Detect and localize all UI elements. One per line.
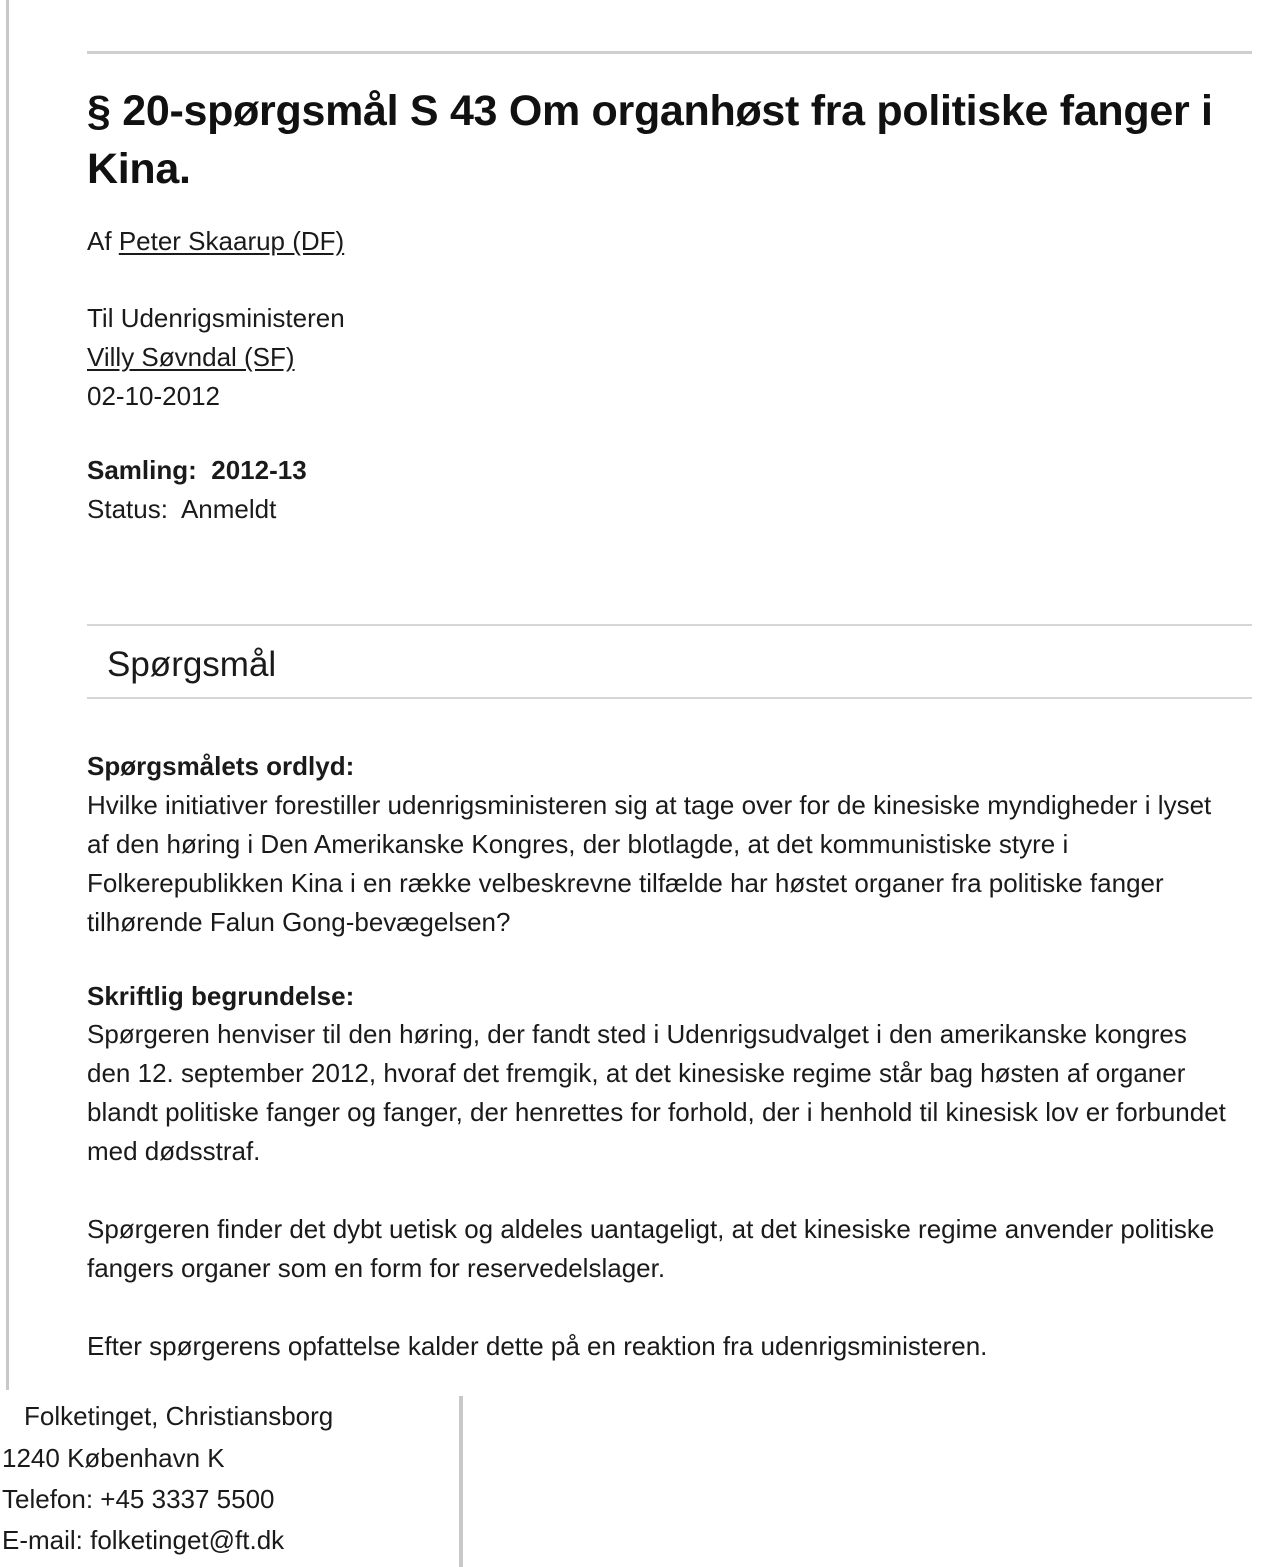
footer-divider bbox=[459, 1396, 463, 1567]
session-label: Samling: bbox=[87, 455, 197, 485]
status-label: Status: bbox=[87, 494, 168, 524]
section-divider-bottom bbox=[87, 697, 1252, 699]
footer-email[interactable]: E-mail: folketinget@ft.dk bbox=[2, 1525, 285, 1555]
session-line bbox=[87, 451, 307, 490]
left-border bbox=[6, 0, 9, 1390]
footer-org: Folketinget, Christiansborg bbox=[24, 1401, 334, 1431]
status-line bbox=[87, 490, 276, 529]
status-value: Anmeldt bbox=[180, 494, 277, 524]
page-title: § 20-spørgsmål S 43 Om organhøst fra politiske fanger i Kina. bbox=[87, 87, 1213, 193]
section-divider-top bbox=[87, 624, 1252, 626]
footer-address bbox=[0, 1396, 460, 1567]
author-link[interactable]: Peter Skaarup (DF) bbox=[118, 226, 345, 256]
top-divider bbox=[87, 51, 1252, 54]
footer-phone: Telefon: +45 3337 5500 bbox=[2, 1484, 275, 1514]
reason-paragraph-3: Efter spørgerens opfattelse kalder dette på en reaktion fra udenrigsministeren. bbox=[87, 1331, 988, 1361]
author-line bbox=[87, 222, 344, 261]
session-value: 2012-13 bbox=[211, 455, 307, 485]
reason-paragraph-2: Spørgeren finder det dybt uetisk og aldeles uantageligt, at det kinesiske regime anvender politiske fangers organer som en form for reservedelslager. bbox=[87, 1214, 1215, 1283]
reason-label: Skriftlig begrundelse: bbox=[87, 981, 355, 1011]
question-date: 02-10-2012 bbox=[87, 381, 220, 411]
footer-city: 1240 København K bbox=[2, 1443, 225, 1473]
minister-link[interactable]: Villy Søvndal (SF) bbox=[87, 342, 295, 372]
reason-paragraph-1: Spørgeren henviser til den høring, der fandt sted i Udenrigsudvalget i den amerikanske kongres den 12. september 2012, hvoraf det fremgik, at det kinesiske regime står bag høsten af organer blandt politiske fanger og fanger, der henrettes for forhold, der i henhold til kinesisk lov er forbundet med dødsstraf. bbox=[87, 1019, 1226, 1166]
wording-label: Spørgsmålets ordlyd: bbox=[87, 751, 355, 781]
by-prefix: Af bbox=[87, 226, 112, 256]
wording-text: Hvilke initiativer forestiller udenrigsministeren sig at tage over for de kinesiske myndigheder i lyset af den høring i Den Amerikanske Kongres, der blotlagde, at det kommunistiske styre i Folkerepublikken Kina i en række velbeskrevne tilfælde har høstet organer fra politiske fanger tilhørende Falun Gong-bevægelsen? bbox=[87, 790, 1212, 937]
section-heading: Spørgsmål bbox=[107, 645, 277, 684]
minister-line bbox=[87, 338, 295, 377]
recipient-label: Til Udenrigsministeren bbox=[87, 303, 345, 333]
